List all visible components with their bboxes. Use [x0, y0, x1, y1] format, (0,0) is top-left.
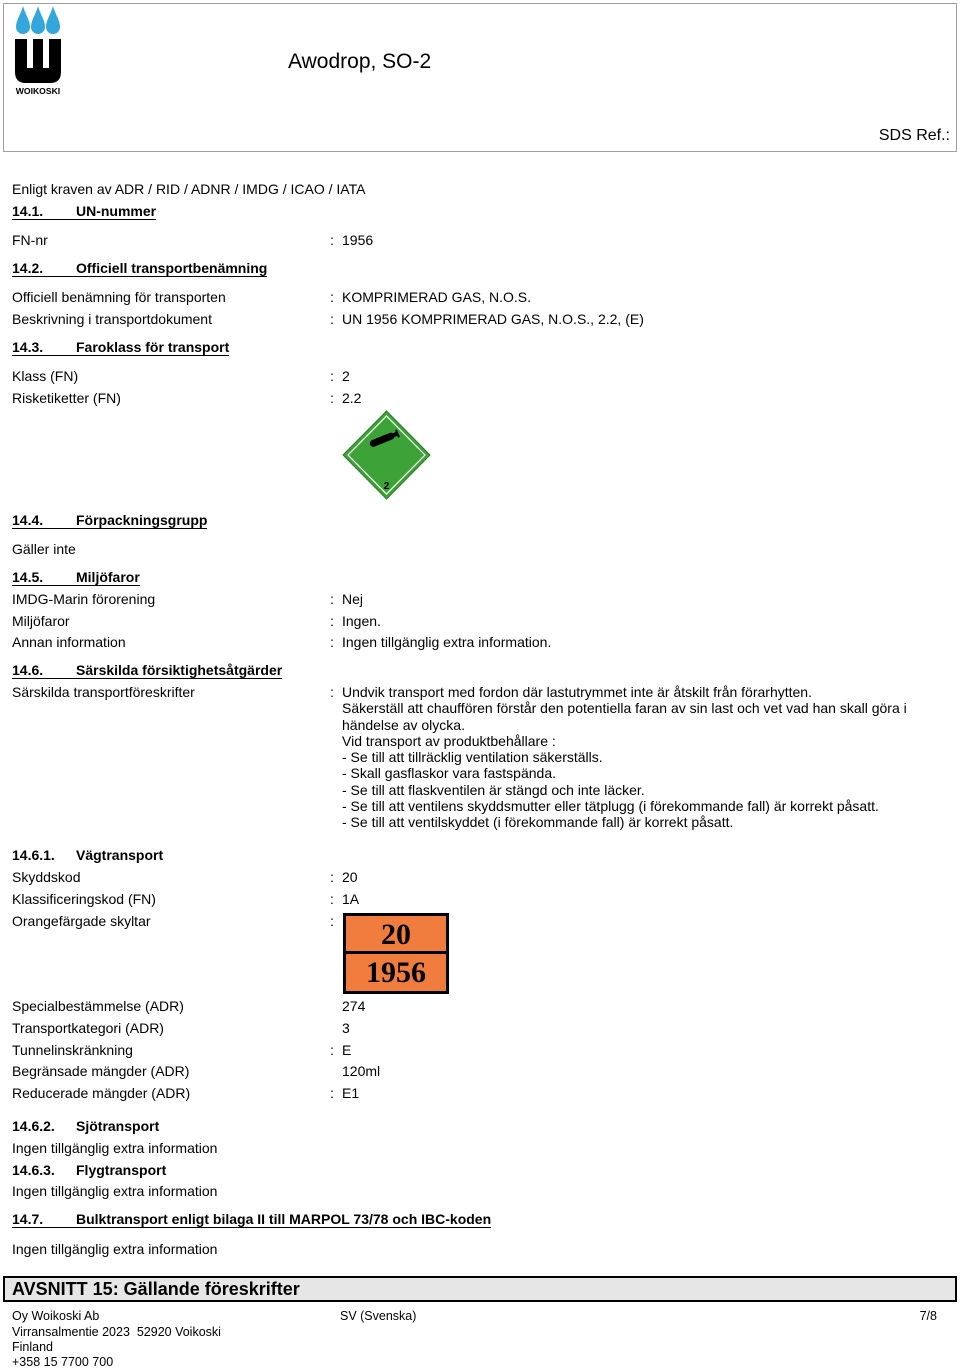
- section-number: 14.6.3.: [12, 1162, 55, 1178]
- instruction-line: - Skall gasflaskor vara fastspända.: [342, 765, 556, 782]
- field-row: [0, 311, 960, 327]
- field-value: UN 1956 KOMPRIMERAD GAS, N.O.S., 2.2, (E): [342, 311, 644, 327]
- field-separator: :: [330, 390, 334, 406]
- section-title: Sjötransport: [76, 1118, 160, 1134]
- w-mark-icon: [15, 39, 61, 83]
- section-15-title: AVSNITT 15: Gällande föreskrifter: [12, 1279, 300, 1299]
- field-separator: :: [330, 232, 334, 248]
- instruction-line: - Se till att flaskventilen är stängd och inte läcker.: [342, 781, 645, 798]
- field-label: Orangefärgade skyltar: [12, 913, 151, 929]
- field-separator: :: [330, 311, 334, 327]
- field-separator: :: [330, 684, 334, 700]
- instruction-line: Vid transport av produktbehållare :: [342, 732, 556, 749]
- section-title: Officiell transportbenämning: [76, 260, 268, 276]
- logo-wordmark: WOIKOSKI: [15, 86, 61, 96]
- field-value: E: [342, 1042, 352, 1058]
- footer-language: SV (Svenska): [340, 1309, 417, 1323]
- field-label: Klass (FN): [12, 368, 79, 384]
- field-value: 3: [342, 1020, 350, 1036]
- field-row: [0, 1042, 960, 1058]
- footer-address: Virransalmentie 2023 52920 Voikoski: [12, 1325, 221, 1339]
- field-row: [0, 591, 960, 607]
- section-title: Särskilda försiktighetsåtgärder: [76, 662, 283, 678]
- section-heading-14-1: [12, 203, 156, 220]
- instruction-line: händelse av olycka.: [342, 716, 465, 733]
- section-heading-14-7: [12, 1211, 491, 1228]
- un-number: 1956: [366, 956, 426, 989]
- section-number: 14.6.2.: [12, 1118, 55, 1134]
- field-label: Tunnelinskränkning: [12, 1042, 133, 1058]
- field-label: Särskilda transportföreskrifter: [12, 684, 195, 700]
- section-number: 14.6.: [12, 662, 44, 678]
- section-text: Ingen tillgänglig extra information: [12, 1241, 218, 1257]
- section-heading-14-2: [12, 260, 267, 277]
- orange-plate: [343, 913, 449, 994]
- footer-country: Finland: [12, 1340, 53, 1354]
- woikoski-logo: [10, 4, 66, 96]
- hazard-identification-number: 20: [346, 916, 446, 954]
- section-text: Gäller inte: [12, 541, 76, 557]
- section-number: 14.2.: [12, 260, 44, 276]
- field-value: Ingen.: [342, 613, 381, 629]
- section-text: Ingen tillgänglig extra information: [12, 1140, 218, 1156]
- field-label: Reducerade mängder (ADR): [12, 1085, 191, 1101]
- field-label: Beskrivning i transportdokument: [12, 311, 212, 327]
- sds-reference: SDS Ref.:: [878, 127, 950, 144]
- section-title: Flygtransport: [76, 1162, 167, 1178]
- field-row: [0, 1020, 960, 1036]
- section-number: 14.4.: [12, 512, 44, 528]
- field-label: Risketiketter (FN): [12, 390, 121, 406]
- field-label: Begränsade mängder (ADR): [12, 1063, 190, 1079]
- field-row: [0, 390, 960, 406]
- field-separator: :: [330, 613, 334, 629]
- section-title: Vägtransport: [76, 847, 164, 863]
- field-label: Officiell benämning för transporten: [12, 289, 226, 305]
- subsection-heading-14-6-2: [12, 1118, 159, 1134]
- field-value: 2.2: [342, 390, 362, 406]
- instruction-line: Undvik transport med fordon där lastutrymmet inte är åtskilt från förarhytten.: [342, 684, 812, 700]
- subsection-heading-14-6-3: [12, 1162, 166, 1178]
- water-drop-icon: [46, 6, 60, 34]
- field-label: FN-nr: [12, 232, 48, 248]
- section-heading-14-4: [12, 512, 207, 529]
- section-heading-14-5: [12, 569, 140, 586]
- hazard-class-number: 2: [383, 481, 390, 492]
- field-row: [0, 634, 960, 650]
- field-value: E1: [342, 1085, 360, 1101]
- field-label: Miljöfaror: [12, 613, 70, 629]
- section-title: Faroklass för transport: [76, 339, 230, 355]
- section-number: 14.3.: [12, 339, 44, 355]
- field-separator: :: [330, 634, 334, 650]
- field-separator: :: [330, 1042, 334, 1058]
- subsection-heading-14-6-1: [12, 847, 163, 863]
- field-row: [0, 289, 960, 305]
- field-value: Ingen tillgänglig extra information.: [342, 634, 552, 650]
- field-separator: :: [330, 869, 334, 885]
- section-number: 14.6.1.: [12, 847, 55, 863]
- field-separator: :: [330, 591, 334, 607]
- instruction-line: Säkerställ att chauffören förstår den potentiella faran av sin last och vet vad han skall göra i: [342, 700, 907, 717]
- field-value: 274: [342, 998, 366, 1014]
- field-value: KOMPRIMERAD GAS, N.O.S.: [342, 289, 532, 305]
- section-title: Miljöfaror: [76, 569, 140, 585]
- section-title: UN-nummer: [76, 203, 157, 219]
- page-header: [3, 3, 957, 152]
- section-15-header: [3, 1276, 957, 1302]
- section-title: Förpackningsgrupp: [76, 512, 208, 528]
- field-row: [0, 891, 960, 907]
- field-row: [0, 1085, 960, 1101]
- field-row: [0, 869, 960, 885]
- field-row: [0, 232, 960, 248]
- field-label: Annan information: [12, 634, 126, 650]
- field-separator: :: [330, 891, 334, 907]
- water-drop-icon: [31, 6, 45, 34]
- field-row: [0, 913, 960, 929]
- field-row: [0, 998, 960, 1014]
- section-text: Ingen tillgänglig extra information: [12, 1183, 218, 1199]
- section-number: 14.1.: [12, 203, 44, 219]
- field-separator: :: [330, 1085, 334, 1101]
- instruction-line: - Se till att ventilskyddet (i förekommande fall) är korrekt påsatt.: [342, 814, 734, 830]
- field-row: [0, 613, 960, 629]
- page-number: 7/8: [919, 1309, 937, 1323]
- field-value: 1956: [342, 232, 374, 248]
- section-number: 14.7.: [12, 1211, 44, 1227]
- regulation-intro: Enligt kraven av ADR / RID / ADNR / IMDG / ICAO / IATA: [12, 181, 366, 197]
- field-label: Klassificeringskod (FN): [12, 891, 156, 907]
- field-label: Specialbestämmelse (ADR): [12, 998, 184, 1014]
- field-label: Skyddskod: [12, 869, 81, 885]
- instruction-line: - Se till att ventilens skyddsmutter eller tätplugg (i förekommande fall) är korrekt påsatt.: [342, 797, 879, 814]
- footer-phone: +358 15 7700 700: [12, 1355, 114, 1369]
- field-value: 2: [342, 368, 350, 384]
- field-label: IMDG-Marin förorening: [12, 591, 156, 607]
- field-value: Nej: [342, 591, 364, 607]
- section-heading-14-6: [12, 662, 282, 679]
- section-title: Bulktransport enligt bilaga II till MARPOL 73/78 och IBC-koden: [76, 1211, 492, 1227]
- field-row: [0, 368, 960, 384]
- document-title: Awodrop, SO-2: [288, 50, 432, 73]
- footer-company: Oy Woikoski Ab: [12, 1309, 100, 1323]
- field-separator: :: [330, 289, 334, 305]
- field-label: Transportkategori (ADR): [12, 1020, 164, 1036]
- field-separator: :: [330, 368, 334, 384]
- hazard-label-2-2: [340, 408, 432, 502]
- transport-instructions: [342, 684, 907, 830]
- water-drop-icon: [16, 6, 30, 34]
- section-number: 14.5.: [12, 569, 44, 585]
- field-value: 1A: [342, 891, 360, 907]
- field-value: 20: [342, 869, 358, 885]
- field-separator: :: [330, 913, 334, 929]
- section-heading-14-3: [12, 339, 229, 356]
- field-row: [0, 1063, 960, 1079]
- instruction-line: - Se till att tillräcklig ventilation säkerställs.: [342, 749, 603, 765]
- field-value: 120ml: [342, 1063, 381, 1079]
